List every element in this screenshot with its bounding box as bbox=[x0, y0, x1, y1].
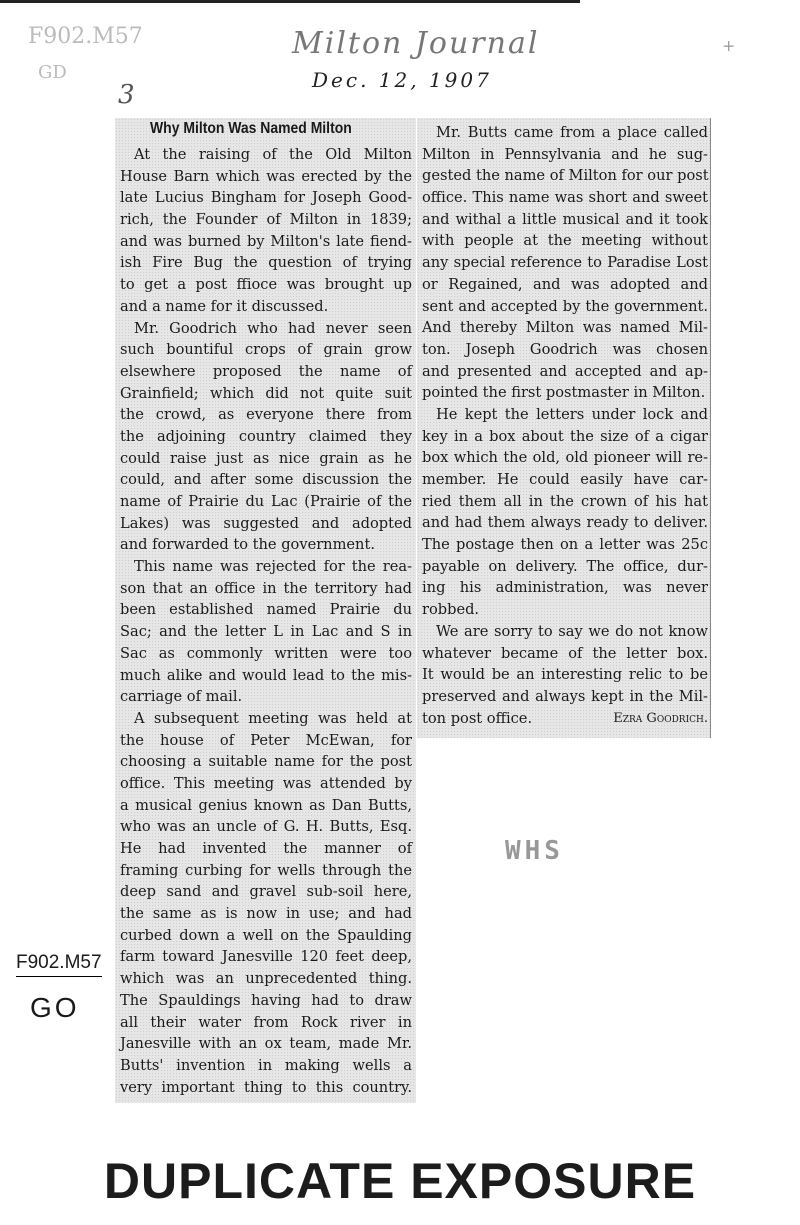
text-line-content: key in a box about the size of a cigar bbox=[422, 427, 708, 445]
text-line-content: much alike and would lead to the mis- bbox=[120, 666, 412, 684]
go-mark: GO bbox=[30, 992, 80, 1023]
text-line-content: been established named Prairie du bbox=[120, 601, 412, 619]
text-line-content: all their water from Rock river in bbox=[120, 1013, 412, 1031]
text-line bbox=[422, 686, 708, 708]
text-line-content: curbed down a well on the Spaulding bbox=[120, 926, 412, 944]
text-line bbox=[120, 599, 412, 621]
text-line-content: and a name for it discussed. bbox=[120, 297, 329, 315]
text-line-content: The postage then on a letter was 25c bbox=[422, 536, 708, 554]
faint-call-number: F902.M57 bbox=[28, 24, 143, 49]
text-line bbox=[422, 296, 708, 318]
text-line-content: who was an uncle of G. H. Butts, Esq. bbox=[120, 818, 412, 836]
text-line bbox=[120, 708, 412, 730]
text-line-content: Mr. Goodrich who had never seen bbox=[134, 319, 412, 337]
text-line-content: whatever became of the letter box. bbox=[422, 644, 708, 662]
text-line-content: rich, the Founder of Milton in 1839; bbox=[120, 211, 412, 229]
author-signature: Ezra Goodrich. bbox=[613, 710, 708, 726]
text-line bbox=[120, 274, 412, 296]
text-line-content: He had invented the manner of bbox=[120, 840, 412, 857]
text-line bbox=[120, 252, 412, 274]
text-line-content: Janesville with an ox team, made Mr. bbox=[120, 1035, 412, 1053]
text-line bbox=[422, 122, 708, 144]
text-line-content: deep sand and gravel sub-soil here, bbox=[120, 883, 412, 901]
text-line-content: payable on delivery. The office, dur- bbox=[422, 557, 708, 575]
text-line-content: to get a post ffioce was brought up bbox=[120, 276, 412, 294]
text-line-content: carriage of mail. bbox=[120, 688, 243, 706]
text-line bbox=[422, 144, 708, 166]
text-line-content: elsewhere proposed the name of bbox=[120, 362, 412, 380]
text-line-content: Sac; and the letter L in Lac and S in bbox=[120, 623, 412, 641]
text-line-content: could, and after some discussion the bbox=[120, 471, 412, 489]
text-line bbox=[120, 990, 412, 1012]
text-line bbox=[422, 252, 708, 274]
text-line-content: name of Prairie du Lac (Prairie of the bbox=[120, 493, 412, 510]
text-line-content: House Barn which was erected by the bbox=[120, 167, 412, 185]
text-line bbox=[422, 491, 708, 513]
text-line bbox=[422, 230, 708, 252]
text-line-content: very important thing to this country. bbox=[120, 1078, 412, 1096]
text-line bbox=[120, 578, 412, 600]
text-line-content: and withal a little musical and it took bbox=[422, 210, 708, 228]
text-line bbox=[120, 187, 412, 209]
watermark: WHS bbox=[505, 836, 564, 866]
text-line-content: ried them all in the crown of his hat bbox=[422, 492, 708, 510]
text-line-content: with people at the meeting without bbox=[422, 232, 708, 250]
article-title: Why Milton Was Named Milton bbox=[150, 120, 352, 137]
text-line bbox=[120, 556, 412, 578]
text-line bbox=[120, 838, 412, 860]
handwritten-date: Dec. 12, 1907 bbox=[312, 68, 492, 92]
text-line bbox=[422, 187, 708, 209]
text-line-content: At the raising of the Old Milton bbox=[134, 146, 412, 163]
text-line-content: gested the name of Milton for our post bbox=[422, 167, 709, 185]
text-line-content: member. He could easily have car- bbox=[422, 471, 708, 488]
text-line-content: Sac as commonly written were too bbox=[120, 644, 412, 662]
text-line-content: ish Fire Bug the question of trying bbox=[120, 254, 412, 272]
text-line bbox=[422, 404, 708, 426]
text-line-content: the crowd, as everyone there from bbox=[120, 406, 412, 424]
text-line bbox=[120, 773, 412, 795]
text-line bbox=[120, 339, 412, 361]
text-line bbox=[120, 448, 412, 470]
text-line-content: office. This name was short and sweet bbox=[422, 189, 708, 207]
text-line bbox=[120, 1033, 412, 1055]
text-line-content: and had them always ready to deliver. bbox=[422, 514, 708, 532]
text-line bbox=[120, 231, 412, 253]
text-line-content: or Regained, and was adopted and bbox=[422, 275, 708, 293]
text-line bbox=[120, 469, 412, 491]
text-line-content: such bountiful crops of grain grow bbox=[120, 341, 412, 359]
text-line bbox=[422, 556, 708, 578]
registration-mark: + bbox=[722, 36, 736, 55]
text-line bbox=[120, 383, 412, 405]
text-line bbox=[422, 469, 708, 491]
handwritten-source: Milton Journal bbox=[292, 26, 540, 61]
text-line bbox=[120, 1055, 412, 1077]
text-line bbox=[120, 968, 412, 990]
text-line-content: It would be an interesting relic to be bbox=[422, 666, 708, 684]
text-line bbox=[422, 577, 708, 599]
text-line-content: We are sorry to say we do not know bbox=[436, 622, 708, 640]
text-line-content: the same as is now in use; and had bbox=[120, 905, 412, 923]
text-line-content: Lakes) was suggested and adopted bbox=[120, 514, 412, 532]
text-line bbox=[120, 361, 412, 383]
article-column-left bbox=[120, 144, 412, 1098]
text-line-content: and forwarded to the government. bbox=[120, 536, 375, 554]
call-number: F902.M57 bbox=[16, 952, 102, 977]
text-line bbox=[120, 166, 412, 188]
text-line bbox=[422, 165, 708, 187]
text-line-content: the house of Peter McEwan, for bbox=[120, 731, 412, 749]
text-line bbox=[422, 643, 708, 665]
text-line-content: farm toward Janesville 120 feet deep, bbox=[120, 948, 412, 966]
text-line-content: This name was rejected for the rea- bbox=[134, 558, 412, 576]
text-line-content: Milton in Pennsylvania and he sug- bbox=[422, 145, 708, 163]
text-line bbox=[120, 209, 412, 231]
text-line-content: late Lucius Bingham for Joseph Good- bbox=[120, 189, 412, 207]
text-line bbox=[120, 621, 412, 643]
text-line bbox=[422, 708, 708, 730]
text-line-content: box which the old, old pioneer will re- bbox=[422, 449, 708, 467]
text-line bbox=[120, 534, 412, 556]
text-line bbox=[120, 686, 412, 708]
text-line-content: sent and accepted by the government. bbox=[422, 297, 708, 315]
text-line-content: Grainfield; which did not quite suit bbox=[120, 384, 412, 402]
text-line bbox=[120, 903, 412, 925]
text-line-content: which was an unprecedented thing. bbox=[120, 970, 412, 988]
text-line-content: any special reference to Paradise Lost bbox=[422, 254, 708, 272]
text-line bbox=[120, 318, 412, 340]
text-line bbox=[422, 447, 708, 469]
text-line bbox=[422, 274, 708, 296]
text-line bbox=[120, 144, 412, 166]
text-line bbox=[120, 404, 412, 426]
text-line bbox=[422, 361, 708, 383]
text-line-content: a musical genius known as Dan Butts, bbox=[120, 796, 412, 814]
text-line-content: could raise just as nice grain as he bbox=[120, 449, 412, 467]
text-line-content: A subsequent meeting was held at bbox=[134, 709, 412, 727]
text-line-content: and presented and accepted and ap- bbox=[422, 362, 708, 380]
text-line bbox=[120, 816, 412, 838]
text-line bbox=[422, 209, 708, 231]
text-line bbox=[422, 339, 708, 361]
text-line-content: Butts' invention in making wells a bbox=[120, 1056, 412, 1074]
article-column-right bbox=[422, 122, 708, 729]
duplicate-exposure-label: DUPLICATE EXPOSURE bbox=[103, 1153, 697, 1209]
scan-border bbox=[0, 0, 580, 3]
text-line bbox=[120, 1077, 412, 1099]
text-line-content: pointed the first postmaster in Milton. bbox=[422, 384, 706, 402]
text-line bbox=[422, 664, 708, 686]
text-line-content: Mr. Butts came from a place called bbox=[436, 124, 708, 141]
text-line bbox=[120, 643, 412, 665]
text-line-content: the adjoining country claimed they bbox=[120, 427, 412, 445]
text-line bbox=[120, 881, 412, 903]
page-number: 3 bbox=[118, 80, 135, 110]
text-line bbox=[422, 317, 708, 339]
text-line bbox=[120, 296, 412, 318]
text-line-content: He kept the letters under lock and bbox=[436, 405, 708, 423]
text-line bbox=[120, 665, 412, 687]
text-line-content: ing his administration, was never bbox=[422, 579, 708, 597]
text-line-content: ton post office. bbox=[422, 709, 533, 727]
text-line-content: framing curbing for wells through the bbox=[120, 861, 412, 879]
text-line bbox=[422, 382, 708, 404]
text-line bbox=[422, 621, 708, 643]
text-line bbox=[422, 512, 708, 534]
text-line-content: office. This meeting was attended by bbox=[120, 774, 412, 792]
text-line bbox=[120, 491, 412, 513]
text-line bbox=[120, 1012, 412, 1034]
text-line-content: son that an office in the territory had bbox=[120, 579, 412, 597]
text-line bbox=[422, 534, 708, 556]
text-line-content: And thereby Milton was named Mil- bbox=[422, 319, 708, 337]
text-line bbox=[120, 925, 412, 947]
text-line bbox=[120, 946, 412, 968]
text-line-content: The Spauldings having had to draw bbox=[120, 991, 412, 1009]
text-line bbox=[120, 730, 412, 752]
text-line bbox=[120, 751, 412, 773]
text-line bbox=[120, 860, 412, 882]
text-line bbox=[422, 426, 708, 448]
text-line bbox=[120, 513, 412, 535]
text-line bbox=[120, 795, 412, 817]
text-line-content: preserved and always kept in the Mil- bbox=[422, 687, 708, 705]
text-line bbox=[422, 599, 708, 621]
text-line-content: robbed. bbox=[422, 601, 480, 619]
text-line bbox=[120, 426, 412, 448]
text-line-content: choosing a suitable name for the post bbox=[120, 753, 412, 771]
text-line-content: ton. Joseph Goodrich was chosen bbox=[422, 340, 708, 358]
faint-gd-mark: GD bbox=[38, 62, 67, 83]
text-line-content: and was burned by Milton's late fiend- bbox=[120, 232, 412, 250]
